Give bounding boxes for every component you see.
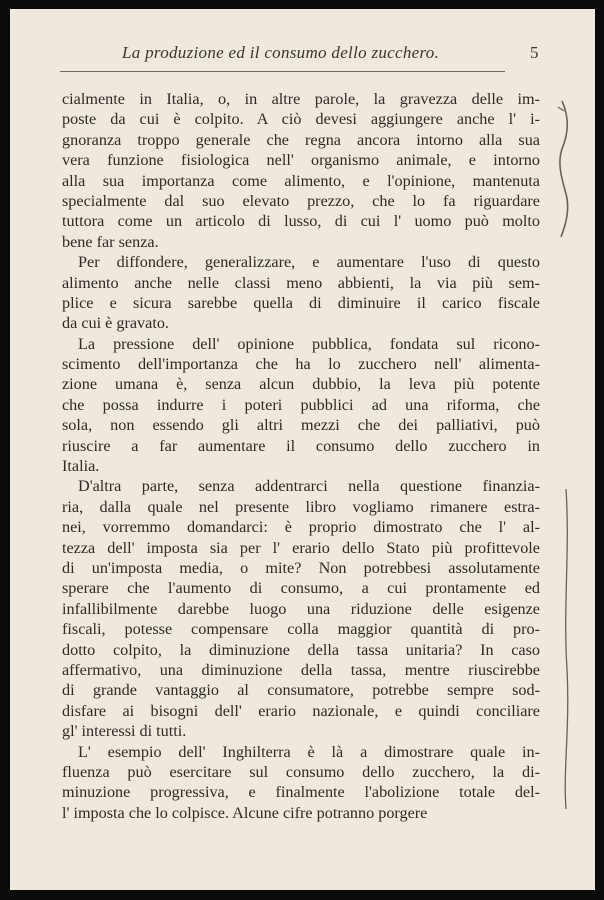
text-line: dotto colpito, la diminuzione della tassa unitaria? In caso bbox=[62, 640, 540, 659]
text-line: affermativo, una diminuzione della tassa, mentre riuscirebbe bbox=[62, 660, 540, 679]
text-line: gnoranza troppo generale che regna ancora intorno alla sua bbox=[62, 130, 540, 149]
text-line: tezza dell' imposta sia per l' erario dello Stato più profittevole bbox=[62, 538, 540, 557]
book-page bbox=[10, 9, 595, 890]
page-number: 5 bbox=[530, 43, 539, 62]
text-line: disfare ai bisogni dell' erario nazionale, e quindi conciliare bbox=[62, 701, 540, 720]
paragraph bbox=[62, 742, 540, 824]
text-line: riuscire a far aumentare il consumo dello zucchero in bbox=[62, 436, 540, 455]
text-line: plice e sicura sarebbe quella di diminuire il carico fiscale bbox=[62, 293, 540, 312]
text-line: zione umana è, senza alcun dubbio, la leva più potente bbox=[62, 375, 540, 394]
paragraph bbox=[62, 89, 540, 252]
text-line: ria, dalla quale nel presente libro vogliamo rimanere estra- bbox=[62, 497, 540, 516]
text-line: vera funzione fisiologica nell' organismo animale, e intorno bbox=[62, 151, 540, 170]
text-line: nei, vorremmo domandarci: è proprio dimostrato che l' al- bbox=[62, 518, 540, 537]
margin-bracket-top bbox=[560, 101, 568, 237]
text-line: poste da cui è colpito. A ciò devesi aggiungere anche l' i- bbox=[62, 110, 540, 129]
text-line: fiscali, potesse compensare colla maggior quantità di pro- bbox=[62, 620, 540, 639]
text-line: l' imposta che lo colpisce. Alcune cifre potranno porgere bbox=[62, 803, 428, 822]
text-line: specialmente dal suo elevato prezzo, che lo fa riguardare bbox=[62, 191, 540, 210]
text-line: che possa indurre i poteri pubblici ad una riforma, che bbox=[62, 395, 540, 414]
text-line: fluenza può esercitare sul consumo dello zucchero, la di- bbox=[62, 762, 540, 781]
paragraph bbox=[62, 476, 540, 741]
page-header bbox=[60, 39, 550, 73]
text-line: di grande vantaggio al consumatore, potrebbe sempre sod- bbox=[62, 681, 540, 700]
text-line: Italia. bbox=[62, 457, 100, 476]
paragraph bbox=[62, 334, 540, 477]
running-title: La produzione ed il consumo dello zucchero. bbox=[122, 43, 440, 62]
text-line: di un'imposta media, o mite? Non potrebbesi assolutamente bbox=[62, 558, 540, 577]
text-line: alla sua importanza come alimento, e l'opinione, mantenuta bbox=[62, 171, 540, 190]
margin-bracket-bottom bbox=[565, 489, 568, 809]
text-line: gl' interessi di tutti. bbox=[62, 722, 187, 741]
text-line: sola, non essendo gli altri mezzi che dei palliativi, può bbox=[62, 416, 540, 435]
text-line: sperare che l'aumento di consumo, a cui prontamente ed bbox=[62, 579, 540, 598]
text-line: cialmente in Italia, o, in altre parole, la gravezza delle im- bbox=[62, 90, 540, 108]
margin-tick bbox=[558, 107, 564, 111]
text-line: da cui è gravato. bbox=[62, 314, 169, 333]
text-line: Per diffondere, generalizzare, e aumentare l'uso di questo bbox=[78, 253, 540, 272]
text-line: D'altra parte, senza addentrarci nella questione finanzia- bbox=[78, 477, 540, 496]
text-line: infallibilmente darebbe luogo una riduzione delle esigenze bbox=[62, 599, 540, 618]
text-line: alimento anche nelle classi meno abbienti, la via più sem- bbox=[62, 273, 540, 292]
text-line: La pressione dell' opinione pubblica, fondata sul ricono- bbox=[78, 334, 540, 353]
body-text bbox=[62, 89, 540, 823]
text-line: minuzione progressiva, e finalmente l'abolizione totale del- bbox=[62, 783, 540, 802]
text-line: scimento dell'importanza che ha lo zucchero nell' alimenta- bbox=[62, 355, 540, 374]
paragraph bbox=[62, 252, 540, 334]
text-line: L' esempio dell' Inghilterra è là a dimostrare quale in- bbox=[78, 742, 540, 761]
text-line: bene far senza. bbox=[62, 232, 159, 251]
header-rule bbox=[60, 71, 505, 72]
text-line: tuttora come un articolo di lusso, di cui l' uomo può molto bbox=[62, 212, 540, 231]
